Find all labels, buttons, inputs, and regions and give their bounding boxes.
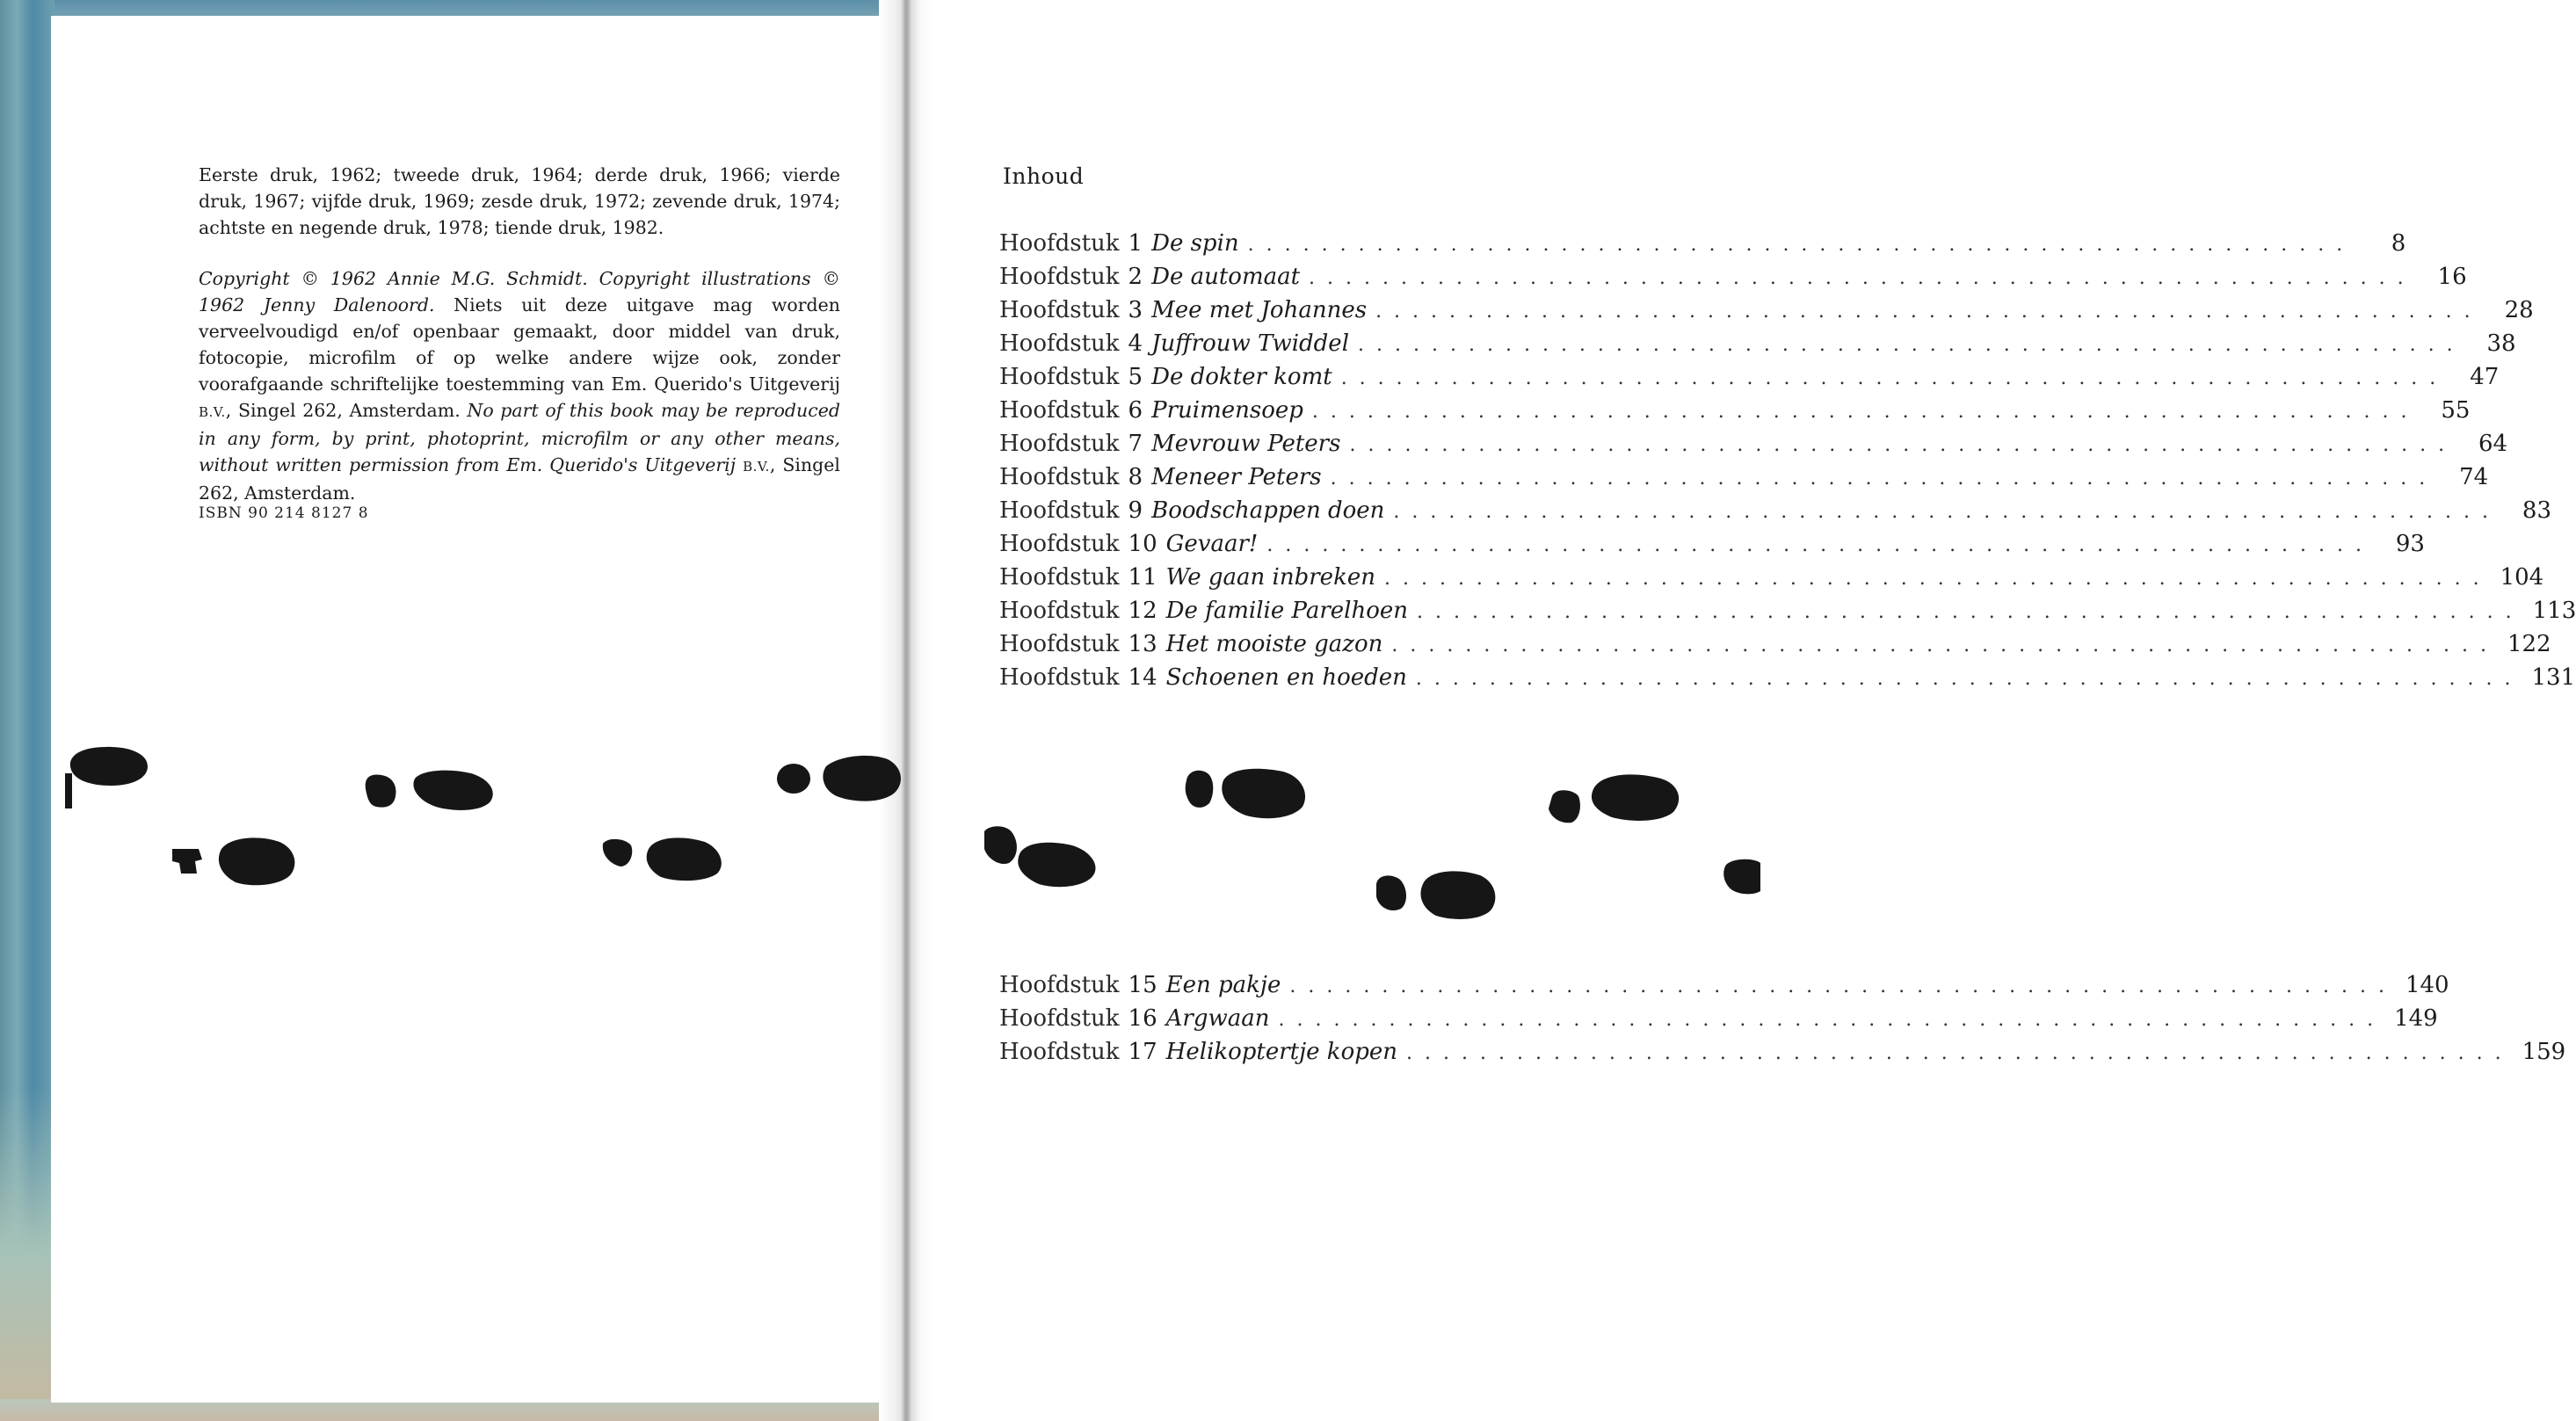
- chapter-number: 13: [1128, 631, 1157, 657]
- address-2: , Singel 262, Amsterdam.: [199, 454, 840, 504]
- chapter-page: 28: [2504, 297, 2534, 323]
- chapter-label: Hoofdstuk: [999, 297, 1120, 323]
- footprint-shape: [1549, 790, 1580, 823]
- leader-dots: ............................................................: [1330, 468, 2438, 489]
- footprint-shape: [172, 849, 202, 874]
- leader-dots: ............................................................: [1349, 434, 2457, 456]
- chapter-number: 1: [1128, 230, 1143, 257]
- leader-dots: ............................................................: [1406, 1042, 2514, 1064]
- chapter-page: 64: [2478, 431, 2508, 457]
- leader-dots: ............................................................: [1289, 975, 2397, 997]
- chapter-number: 11: [1128, 564, 1157, 591]
- leader-dots: ............................................................: [1278, 1009, 2386, 1031]
- footprint-shape: [70, 747, 148, 786]
- chapter-page: 16: [2437, 264, 2467, 290]
- chapter-number: 9: [1128, 497, 1143, 524]
- chapter-number: 17: [1128, 1039, 1157, 1065]
- chapter-page: 8: [2391, 230, 2406, 257]
- leader-dots: ............................................................: [1375, 301, 2483, 323]
- leader-dots: ............................................................: [1391, 634, 2499, 656]
- chapter-title: De spin: [1151, 230, 1239, 257]
- chapter-title: Gevaar!: [1165, 531, 1259, 557]
- chapter-number: 4: [1128, 330, 1143, 357]
- chapter-page: 74: [2459, 464, 2489, 490]
- chapter-page: 113: [2532, 598, 2576, 624]
- chapter-label: Hoofdstuk: [999, 264, 1120, 290]
- footprint-shape: [823, 756, 901, 801]
- footprint-shape: [1723, 859, 1760, 895]
- address-1: , Singel 262, Amsterdam.: [225, 400, 468, 421]
- leader-dots: ............................................................: [1393, 501, 2501, 523]
- chapter-label: Hoofdstuk: [999, 497, 1120, 524]
- chapter-title: Boodschappen doen: [1151, 497, 1385, 524]
- footprint-shape: [413, 771, 492, 810]
- footprint-shape: [1592, 774, 1679, 821]
- chapter-title: Mevrouw Peters: [1151, 431, 1341, 457]
- chapter-title: Pruimensoep: [1151, 397, 1303, 424]
- leader-dots: ............................................................: [1383, 568, 2492, 590]
- footprint-shape: [984, 826, 1017, 864]
- footprint-shape: [647, 837, 722, 881]
- chapter-title: De automaat: [1151, 264, 1301, 290]
- chapter-page: 38: [2486, 330, 2516, 357]
- chapter-label: Hoofdstuk: [999, 464, 1120, 490]
- chapter-page: 55: [2441, 397, 2471, 424]
- leader-dots: ............................................................: [1415, 668, 2523, 690]
- chapter-label: Hoofdstuk: [999, 972, 1120, 998]
- chapter-title: Meneer Peters: [1151, 464, 1322, 490]
- chapter-page: 131: [2531, 664, 2576, 691]
- chapter-number: 14: [1128, 664, 1157, 691]
- footprint-shape: [603, 839, 632, 866]
- footprint-shape: [1420, 871, 1495, 919]
- chapter-number: 3: [1128, 297, 1143, 323]
- chapter-label: Hoofdstuk: [999, 531, 1120, 557]
- chapter-title: De dokter komt: [1151, 364, 1332, 390]
- chapter-title: Het mooiste gazon: [1165, 631, 1383, 657]
- chapter-number: 8: [1128, 464, 1143, 490]
- chapter-label: Hoofdstuk: [999, 598, 1120, 624]
- leader-dots: ............................................................: [1309, 267, 2416, 289]
- chapter-label: Hoofdstuk: [999, 364, 1120, 390]
- chapter-page: 159: [2522, 1039, 2566, 1065]
- toc-title: Inhoud: [1003, 163, 1085, 189]
- chapter-page: 149: [2394, 1005, 2438, 1032]
- chapter-page: 83: [2522, 497, 2552, 524]
- leader-dots: ............................................................: [1358, 334, 2465, 356]
- chapter-label: Hoofdstuk: [999, 230, 1120, 257]
- leader-dots: ............................................................: [1266, 534, 2374, 556]
- chapter-number: 6: [1128, 397, 1143, 424]
- isbn: ISBN 90 214 8127 8: [199, 504, 369, 522]
- chapter-label: Hoofdstuk: [999, 330, 1120, 357]
- chapter-title: Juffrouw Twiddel: [1151, 330, 1350, 357]
- leader-dots: ............................................................: [1340, 367, 2449, 389]
- chapter-page: 140: [2405, 972, 2449, 998]
- footprint-shape: [219, 837, 294, 885]
- chapter-number: 16: [1128, 1005, 1157, 1032]
- chapter-label: Hoofdstuk: [999, 664, 1120, 691]
- chapter-number: 15: [1128, 972, 1157, 998]
- footprint-shape: [366, 775, 396, 808]
- chapter-label: Hoofdstuk: [999, 397, 1120, 424]
- chapter-page: 104: [2500, 564, 2544, 591]
- footprint-shape: [1186, 771, 1214, 808]
- chapter-label: Hoofdstuk: [999, 1005, 1120, 1032]
- chapter-title: Een pakje: [1165, 972, 1281, 998]
- bv-mark-2: B.V.: [743, 459, 770, 475]
- leader-dots: ............................................................: [1417, 601, 2524, 623]
- rights-english: No part of this book may be reproduced in any form, by print, photoprint, microfilm or any other means, without written permission from Em. Querido's Uitgeverij: [199, 400, 840, 475]
- chapter-label: Hoofdstuk: [999, 1039, 1120, 1065]
- copyright-line: Copyright © 1962 Annie M.G. Schmidt. Copyright illustrations © 1962 Jenny Dalenoord.: [199, 268, 840, 315]
- chapter-page: 93: [2395, 531, 2425, 557]
- edition-history: Eerste druk, 1962; tweede druk, 1964; derde druk, 1966; vierde druk, 1967; vijfde druk, 1969; zesde druk, 1972; zevende druk, 1974; achtste en negende druk, 1978; tiende druk, 1982.: [199, 164, 840, 238]
- chapter-title: Helikoptertje kopen: [1165, 1039, 1397, 1065]
- chapter-title: We gaan inbreken: [1165, 564, 1375, 591]
- chapter-label: Hoofdstuk: [999, 431, 1120, 457]
- footprint-shape: [65, 773, 72, 808]
- chapter-label: Hoofdstuk: [999, 631, 1120, 657]
- leader-dots: ............................................................: [1247, 234, 2355, 256]
- chapter-number: 7: [1128, 431, 1143, 457]
- chapter-number: 12: [1128, 598, 1157, 624]
- chapter-title: De familie Parelhoen: [1165, 598, 1409, 624]
- chapter-title: Mee met Johannes: [1151, 297, 1368, 323]
- rights-dutch: Niets uit deze uitgave mag worden verveelvoudigd en/of openbaar gemaakt, door middel van druk, fotocopie, microfilm of op welke andere wijze ook, zonder voorafgaande schriftelijke toestemming van Em. Querido's Uitgeverij: [199, 294, 840, 395]
- chapter-title: Schoenen en hoeden: [1165, 664, 1407, 691]
- chapter-page: 122: [2507, 631, 2551, 657]
- leader-dots: ............................................................: [1311, 401, 2420, 423]
- chapter-number: 5: [1128, 364, 1143, 390]
- footprint-shape: [1376, 875, 1406, 910]
- chapter-number: 10: [1128, 531, 1157, 557]
- footprint-shape: [777, 764, 810, 794]
- bv-mark: B.V.: [199, 404, 226, 420]
- footprint-shape: [1018, 843, 1095, 887]
- chapter-label: Hoofdstuk: [999, 564, 1120, 591]
- footprint-shape: [1222, 769, 1305, 818]
- chapter-number: 2: [1128, 264, 1143, 290]
- chapter-page: 47: [2470, 364, 2500, 390]
- chapter-title: Argwaan: [1165, 1005, 1270, 1032]
